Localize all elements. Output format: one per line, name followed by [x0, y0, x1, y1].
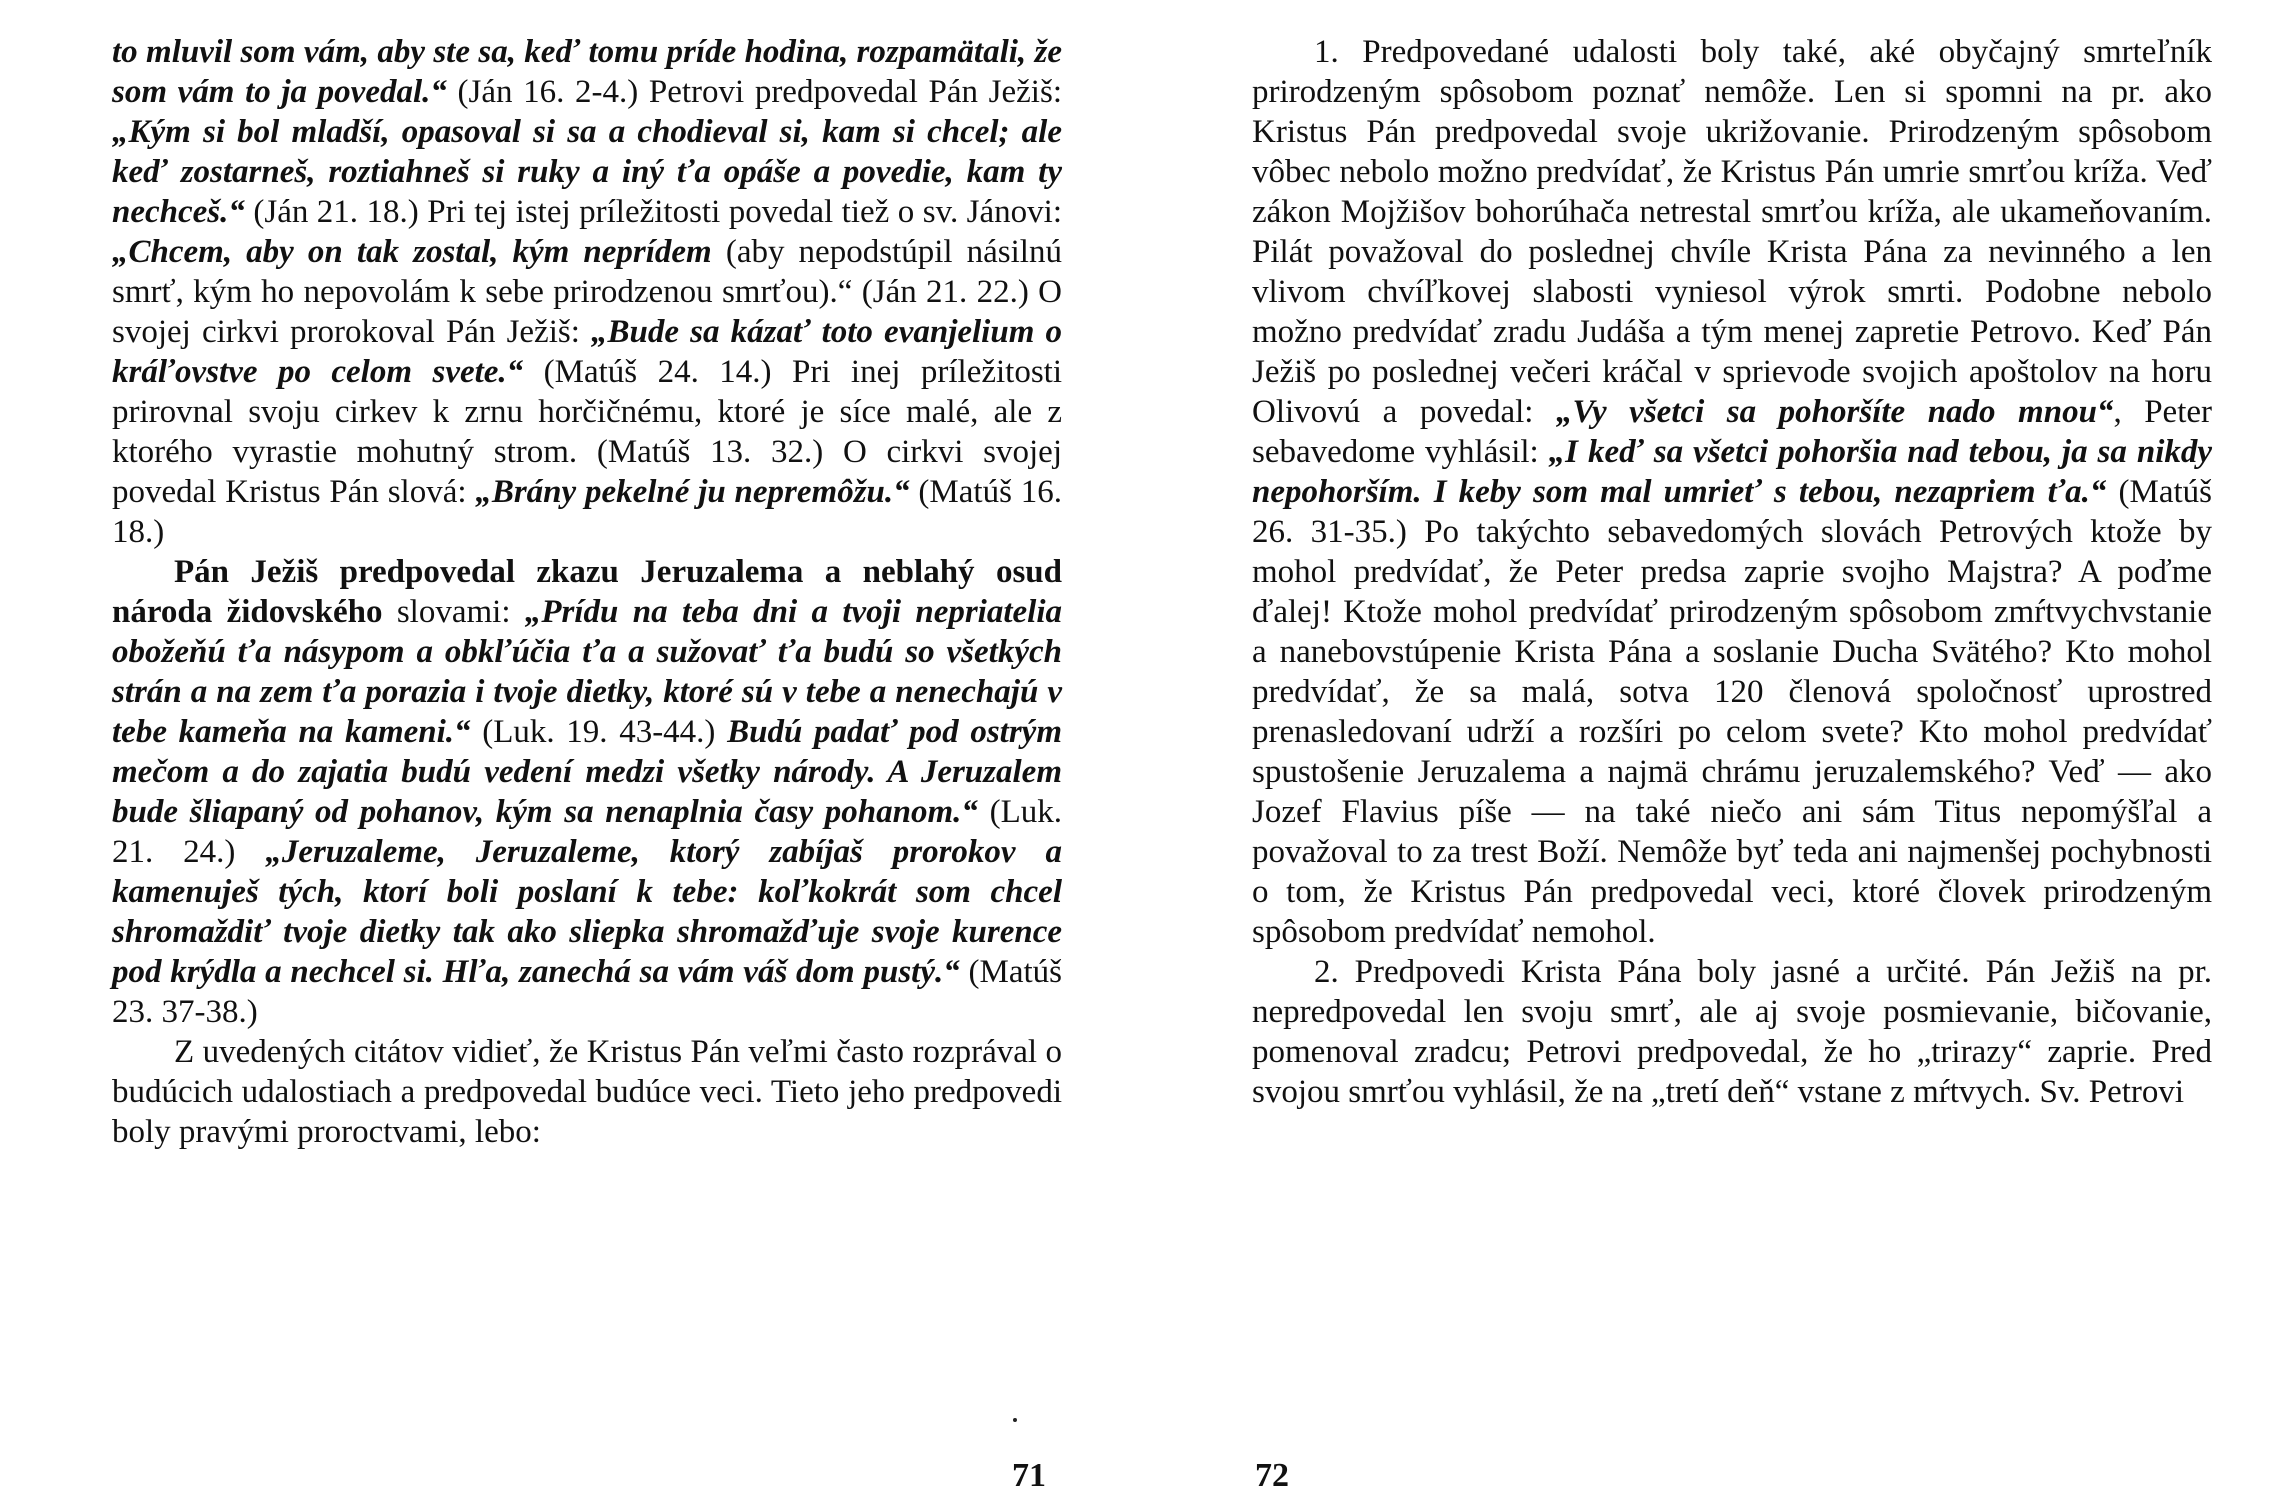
- quotation-run: „Chcem, aby on tak zostal, kým neprídem: [112, 234, 712, 270]
- quotation-run: „Kým si bol mladší, opasoval si sa a chodieval si, kam si chcel; ale keď zostarneš, roztiahneš si ruky a iný ťa opáše a povedie, kam ty nechceš.“: [112, 114, 1062, 230]
- paragraph: [112, 1032, 1062, 1152]
- paragraph: [1252, 952, 2212, 1112]
- text-run: (Matúš 24. 14.) Pri inej príležitosti prirovnal svoju cirkev k zrnu horčičnému, ktoré je síce malé, ale z ktorého vyrastie mohutný strom. (Matúš 13. 32.) O cirkvi svojej povedal Kristus Pán slová:: [112, 354, 1063, 510]
- text-run: 2. Predpovedi Krista Pána boly jasné a určité. Pán Ježiš na pr. nepredpovedal len svoju smrť, ale aj svoje posmievanie, bičovanie, pomenoval zradcu; Petrovi predpovedal, že ho „trirazy“ zaprie. Pred svojou smrťou vyhlásil, že na „tretí deň“ vstane z mŕtvych. Sv. Petrovi: [1252, 954, 2212, 1110]
- quotation-run: to mluvil som vám, aby ste sa, keď tomu príde hodina, rozpamätali, že som vám to ja povedal.“: [112, 34, 1062, 110]
- print-speck: [1013, 1418, 1017, 1422]
- page-number: 71: [1012, 1457, 1046, 1494]
- paragraph: [112, 32, 1062, 552]
- text-run: (Matúš 23. 37-38.): [112, 954, 1062, 1030]
- quotation-run: „Vy všetci sa pohoršíte nado mnou“: [1555, 394, 2114, 430]
- right-page: [1252, 32, 2212, 1492]
- text-run: (Matúš 16. 18.): [112, 474, 1062, 550]
- text-run: Z uvedených citátov vidieť, že Kristus Pán veľmi často rozprával o budúcich udalostiach a predpovedal budúce veci. Tieto jeho predpovedi boly pravými proroctvami, lebo:: [112, 1034, 1062, 1150]
- text-run: 1. Predpovedané udalosti boly také, aké obyčajný smrteľník prirodzeným spôsobom poznať nemôže. Len si spomni na pr. ako Kristus Pán predpovedal svoje ukrižovanie. Prirodzeným spôsobom vôbec nebolo možno predvídať, že Kristus Pán umrie smrťou kríža. Veď zákon Mojžišov bohorúhača netrestal smrťou kríža, ale ukameňovaním. Pilát považoval do poslednej chvíle Krista Pána za nevinného a len vlivom chvíľkovej slabosti vyniesol výrok smrti. Podobne nebolo možno predvídať zradu Judáša a tým menej zapretie Petrovo. Keď Pán Ježiš po poslednej večeri kráčal v sprievode svojich apoštolov na horu Olivovú a povedal:: [1252, 34, 2212, 430]
- quotation-run: „Jeruzaleme, Jeruzaleme, ktorý zabíjaš prorokov a kamenuješ tých, ktorí boli poslaní k tebe: koľkokrát som chcel shromaždiť tvoje dietky tak ako sliepka shromažďuje svoje kurence pod krýdla a nechcel si. Hľa, zanechá sa vám váš dom pustý.“: [112, 834, 1062, 990]
- text-run: slovami:: [382, 594, 525, 630]
- left-page: [112, 32, 1062, 1492]
- left-page-text: [112, 32, 1062, 1152]
- text-run: (Luk. 19. 43-44.): [470, 714, 728, 750]
- quotation-run: „I keď sa všetci pohoršia nad tebou, ja sa nikdy nepohorším. I keby som mal umrieť s tebou, nezapriem ťa.“: [1252, 434, 2213, 510]
- page-number: 72: [1255, 1457, 1289, 1494]
- text-run: , Peter sebavedome vyhlásil:: [1252, 394, 2212, 470]
- text-run: (Luk. 21. 24.): [112, 794, 1062, 870]
- text-run: (Ján 16. 2-4.) Petrovi predpovedal Pán Ježiš:: [446, 74, 1062, 110]
- text-run: (aby nepodstúpil násilnú smrť, kým ho nepovolám k sebe prirodzenou smrťou).“ (Ján 21. 22.) O svojej cirkvi prorokoval Pán Ježiš:: [112, 234, 1062, 350]
- bold-run: Pán Ježiš predpovedal zkazu Jeruzalema a neblahý osud národa židovského: [112, 554, 1062, 630]
- right-page-text: [1252, 32, 2212, 1112]
- quotation-run: „Brány pekelné ju nepremôžu.“: [475, 474, 910, 510]
- quotation-run: „Bude sa kázať toto evanjelium o kráľovstve po celom svete.“: [112, 314, 1062, 390]
- text-run: (Matúš 26. 31-35.) Po takýchto sebavedomých slovách Petrových ktože by mohol predvídať, že Peter predsa zaprie svojho Majstra? A poďme ďalej! Ktože mohol predvídať prirodzeným spôsobom zmŕtvychvstanie a nanebovstúpenie Krista Pána a soslanie Ducha Svätého? Kto mohol predvídať, že sa malá, sotva 120 členová spoločnosť uprostred prenasledovaní udrží a rozšíri po celom svete? Kto mohol predvídať spustošenie Jeruzalema a najmä chrámu jeruzalemského? Veď — ako Jozef Flavius píše — na také niečo ani sám Titus nepomýšľal a považoval to za trest Boží. Nemôže byť teda ani najmenšej pochybnosti o tom, že Kristus Pán predpovedal veci, ktoré človek prirodzeným spôsobom predvídať nemohol.: [1252, 474, 2212, 950]
- paragraph: [112, 552, 1062, 1032]
- text-run: (Ján 21. 18.) Pri tej istej príležitosti povedal tiež o sv. Jánovi:: [244, 194, 1062, 230]
- quotation-run: Budú padať pod ostrým mečom a do zajatia budú vedení medzi všetky národy. A Jeruzalem bude šliapaný od pohanov, kým sa nenaplnia časy pohanom.“: [112, 714, 1062, 830]
- quotation-run: „Prídu na teba dni a tvoji nepriatelia obožeňú ťa násypom a obkľúčia ťa a sužovať ťa budú so všetkých strán a na zem ťa porazia i tvoje dietky, ktoré sú v tebe a nenechajú v tebe kameňa na kameni.“: [112, 594, 1063, 750]
- paragraph: [1252, 32, 2212, 952]
